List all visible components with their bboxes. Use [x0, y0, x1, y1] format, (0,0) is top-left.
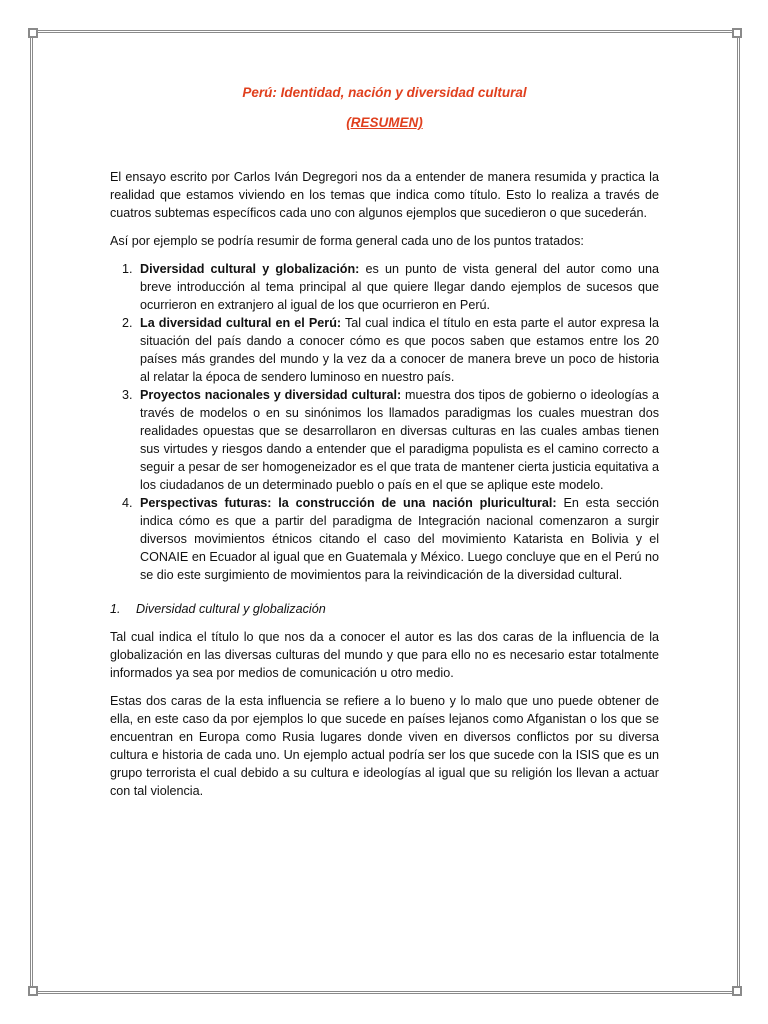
list-item [136, 494, 659, 584]
section-heading [110, 600, 659, 618]
section-title: Diversidad cultural y globalización [136, 602, 326, 616]
point-heading: Proyectos nacionales y diversidad cultural: [140, 388, 402, 402]
summary-points-list [110, 260, 659, 584]
list-item [136, 314, 659, 386]
border-corner [28, 986, 38, 996]
border-corner [28, 28, 38, 38]
list-item [136, 386, 659, 494]
point-text: En esta sección indica cómo es que a partir del paradigma de Integración nacional comenzaron a surgir diversos movimientos étnicos citando el caso del movimiento Katarista en Bolivia y el CONAIE en Ecuador al igual que en Guatemala y México. Luego concluye que en el Perú no se dio este surgimiento de movimientos para la reivindicación de la diversidad cultural. [140, 496, 660, 582]
document-subtitle: (RESUMEN) [346, 115, 423, 130]
section-number: 1. [110, 602, 121, 616]
intro-paragraph: El ensayo escrito por Carlos Iván Degregori nos da a entender de manera resumida y practica la realidad que estamos viviendo en los temas que indica como título. Esto lo realiza a través de cuatros subtemas específicos cada uno con algunos ejemplos que sucedieron o que sucederán. [110, 170, 659, 220]
border-corner [732, 986, 742, 996]
section-paragraph: Tal cual indica el título lo que nos da a conocer el autor es las dos caras de la influencia de la globalización en las diversas culturas del mundo y que para ello no es necesario estar totalmente informados ya sea por medios de comunicación u otro medio. [110, 630, 659, 680]
list-item [136, 260, 659, 314]
point-heading: Perspectivas futuras: la construcción de una nación pluricultural: [140, 496, 557, 510]
document-body [110, 84, 659, 810]
point-heading: La diversidad cultural en el Perú: [140, 316, 342, 330]
point-text: muestra dos tipos de gobierno o ideologías a través de modelos o en su sinónimos los llamados paradigmas los cuales muestran dos realidades opuestas que se desarrollaron en diversas culturas en las cuales ambas tienen sus virtudes y riesgos dando a entender que el paradigma populista es el camino correcto a seguir a pesar de ser homogeneizador es el que trata de mantener cierta justicia equitativa a los ciudadanos de un determinado pueblo o país en el que se aplique este modelo. [140, 388, 660, 492]
intro-paragraph: Así por ejemplo se podría resumir de forma general cada uno de los puntos tratados: [110, 234, 584, 248]
point-text: es un punto de vista general del autor como una breve introducción al tema principal al que quiere llegar dando ejemplos de sucesos que ocurrieron en extranjero al igual de los que ocurrieron en Perú. [140, 262, 659, 312]
border-corner [732, 28, 742, 38]
point-heading: Diversidad cultural y globalización: [140, 262, 360, 276]
point-text: Tal cual indica el título en esta parte el autor expresa la situación del país dando a conocer cómo es que pocos saben que estamos entre los 20 países más grandes del mundo y la vez da a conocer de manera breve un poco de historia al relatar la época de sendero luminoso en nuestro país. [140, 316, 659, 384]
section-paragraph: Estas dos caras de la esta influencia se refiere a lo bueno y lo malo que uno puede obtener de ella, en este caso da por ejemplos lo que sucede en países lejanos como Afganistan o los que se encuentran en Europa como Rusia lugares donde viven en diversos conflictos por su diversa cultura e historia de cada uno. Un ejemplo actual podría ser los que sucede con la ISIS que es un grupo terrorista el cual debido a su cultura e ideologías al igual que su religión los llevan a actuar con tal violencia. [110, 694, 659, 798]
document-title: Perú: Identidad, nación y diversidad cultural [242, 85, 527, 100]
